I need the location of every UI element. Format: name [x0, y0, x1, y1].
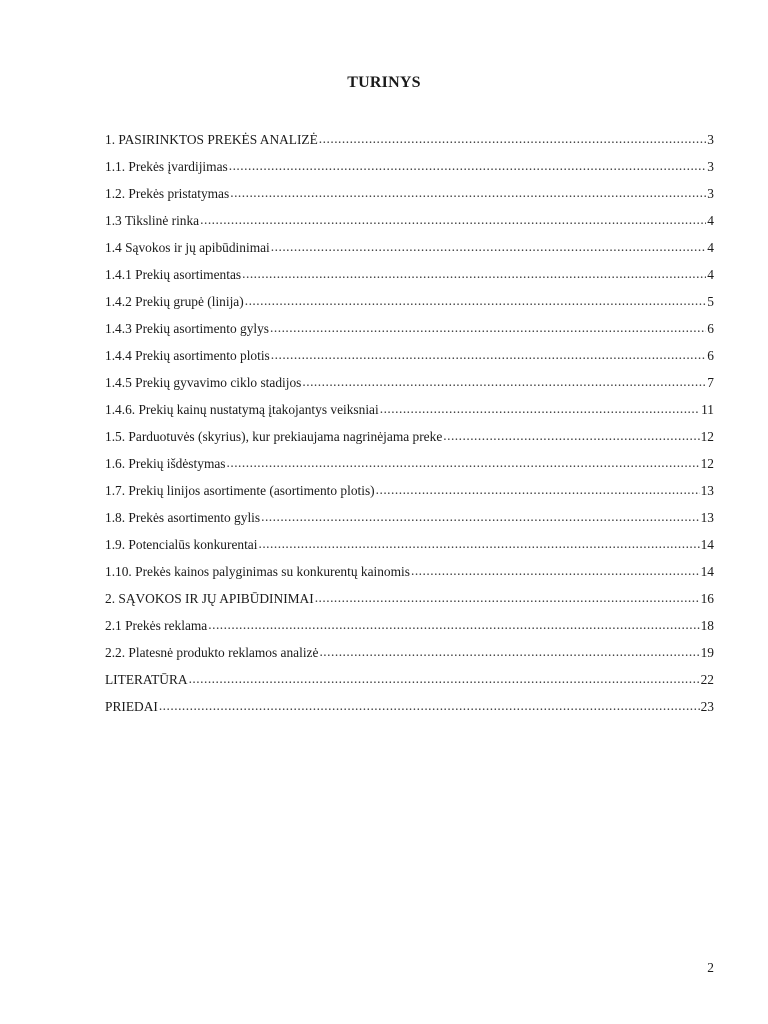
toc-entry-label: 1.4.5 Prekių gyvavimo ciklo stadijos	[105, 375, 302, 390]
toc-entry-label: 1.6. Prekių išdėstymas	[105, 456, 226, 471]
toc-entry-page: 16	[700, 591, 714, 606]
toc-entry-label: PRIEDAI	[105, 699, 158, 714]
toc-entry[interactable]	[105, 375, 714, 402]
toc-entry-label: 1.1. Prekės įvardijimas	[105, 159, 228, 174]
toc-entry-page: 18	[700, 618, 714, 633]
toc-entry[interactable]	[105, 348, 714, 375]
table-of-contents	[105, 132, 714, 726]
toc-entry-label: 1.4.6. Prekių kainų nustatymą įtakojantys veiksniai	[105, 402, 379, 417]
toc-entry-label: 1.4.1 Prekių asortimentas	[105, 267, 242, 282]
toc-entry[interactable]	[105, 159, 714, 186]
toc-entry[interactable]	[105, 321, 714, 348]
toc-entry-page: 3	[707, 186, 714, 201]
toc-dot-leader	[319, 132, 707, 147]
toc-dot-leader	[245, 294, 707, 309]
toc-dot-leader	[315, 591, 700, 606]
toc-entry-label: 1.3 Tikslinė rinka	[105, 213, 200, 228]
toc-dot-leader	[230, 186, 706, 201]
toc-entry-page: 4	[707, 213, 714, 228]
toc-entry-label: 1.5. Parduotuvės (skyrius), kur prekiaujama nagrinėjama preke	[105, 429, 443, 444]
toc-dot-leader	[319, 645, 699, 660]
toc-entry-page: 6	[707, 321, 714, 336]
toc-entry-page: 11	[701, 402, 714, 417]
toc-dot-leader	[411, 564, 700, 579]
toc-entry[interactable]	[105, 483, 714, 510]
toc-dot-leader	[242, 267, 706, 282]
toc-dot-leader	[302, 375, 706, 390]
toc-dot-leader	[380, 402, 700, 417]
toc-entry[interactable]	[105, 240, 714, 267]
toc-entry-label: 1.4.3 Prekių asortimento gylys	[105, 321, 270, 336]
toc-entry-label: 1.4.2 Prekių grupė (linija)	[105, 294, 244, 309]
toc-entry-page: 7	[707, 375, 714, 390]
toc-dot-leader	[270, 321, 706, 336]
toc-entry-label: 1.9. Potencialūs konkurentai	[105, 537, 258, 552]
toc-entry-page: 13	[700, 510, 714, 525]
toc-dot-leader	[261, 510, 700, 525]
toc-entry-label: 2. SĄVOKOS IR JŲ APIBŪDINIMAI	[105, 591, 314, 606]
toc-entry[interactable]	[105, 267, 714, 294]
toc-entry-page: 12	[700, 456, 714, 471]
toc-dot-leader	[271, 240, 707, 255]
toc-dot-leader	[189, 672, 700, 687]
toc-dot-leader	[208, 618, 699, 633]
toc-dot-leader	[443, 429, 699, 444]
toc-entry-label: 1.4.4 Prekių asortimento plotis	[105, 348, 270, 363]
toc-dot-leader	[376, 483, 700, 498]
toc-entry-page: 23	[700, 699, 714, 714]
toc-entry[interactable]	[105, 645, 714, 672]
toc-entry[interactable]	[105, 402, 714, 429]
toc-entry[interactable]	[105, 213, 714, 240]
toc-entry-page: 4	[707, 267, 714, 282]
toc-entry-page: 22	[700, 672, 714, 687]
toc-dot-leader	[229, 159, 707, 174]
toc-entry-page: 4	[707, 240, 714, 255]
toc-entry[interactable]	[105, 294, 714, 321]
toc-entry-page: 12	[700, 429, 714, 444]
toc-dot-leader	[200, 213, 706, 228]
toc-entry[interactable]	[105, 564, 714, 591]
toc-dot-leader	[271, 348, 707, 363]
toc-entry-page: 14	[700, 564, 714, 579]
toc-entry[interactable]	[105, 618, 714, 645]
toc-entry[interactable]	[105, 186, 714, 213]
toc-entry[interactable]	[105, 429, 714, 456]
toc-entry[interactable]	[105, 591, 714, 618]
toc-entry[interactable]	[105, 456, 714, 483]
toc-entry-label: 1.2. Prekės pristatymas	[105, 186, 230, 201]
toc-entry-label: 1.8. Prekės asortimento gylis	[105, 510, 261, 525]
toc-entry[interactable]	[105, 537, 714, 564]
toc-entry[interactable]	[105, 699, 714, 726]
toc-entry[interactable]	[105, 672, 714, 699]
toc-entry-page: 14	[700, 537, 714, 552]
toc-entry-page: 13	[700, 483, 714, 498]
toc-dot-leader	[258, 537, 699, 552]
toc-entry-label: LITERATŪRA	[105, 672, 188, 687]
toc-entry-page: 5	[707, 294, 714, 309]
toc-entry-label: 1. PASIRINKTOS PREKĖS ANALIZĖ	[105, 132, 318, 147]
toc-entry-page: 3	[707, 159, 714, 174]
toc-entry-page: 3	[707, 132, 714, 147]
page-number: 2	[707, 960, 714, 975]
toc-entry-page: 6	[707, 348, 714, 363]
toc-entry-page: 19	[700, 645, 714, 660]
toc-dot-leader	[159, 699, 700, 714]
toc-entry-label: 2.2. Platesnė produkto reklamos analizė	[105, 645, 319, 660]
toc-entry-label: 1.4 Sąvokos ir jų apibūdinimai	[105, 240, 270, 255]
toc-dot-leader	[227, 456, 700, 471]
page-title: TURINYS	[347, 74, 421, 91]
toc-entry-label: 1.7. Prekių linijos asortimente (asortimento plotis)	[105, 483, 375, 498]
toc-entry[interactable]	[105, 510, 714, 537]
toc-entry-label: 2.1 Prekės reklama	[105, 618, 208, 633]
toc-entry-label: 1.10. Prekės kainos palyginimas su konkurentų kainomis	[105, 564, 410, 579]
toc-entry[interactable]	[105, 132, 714, 159]
